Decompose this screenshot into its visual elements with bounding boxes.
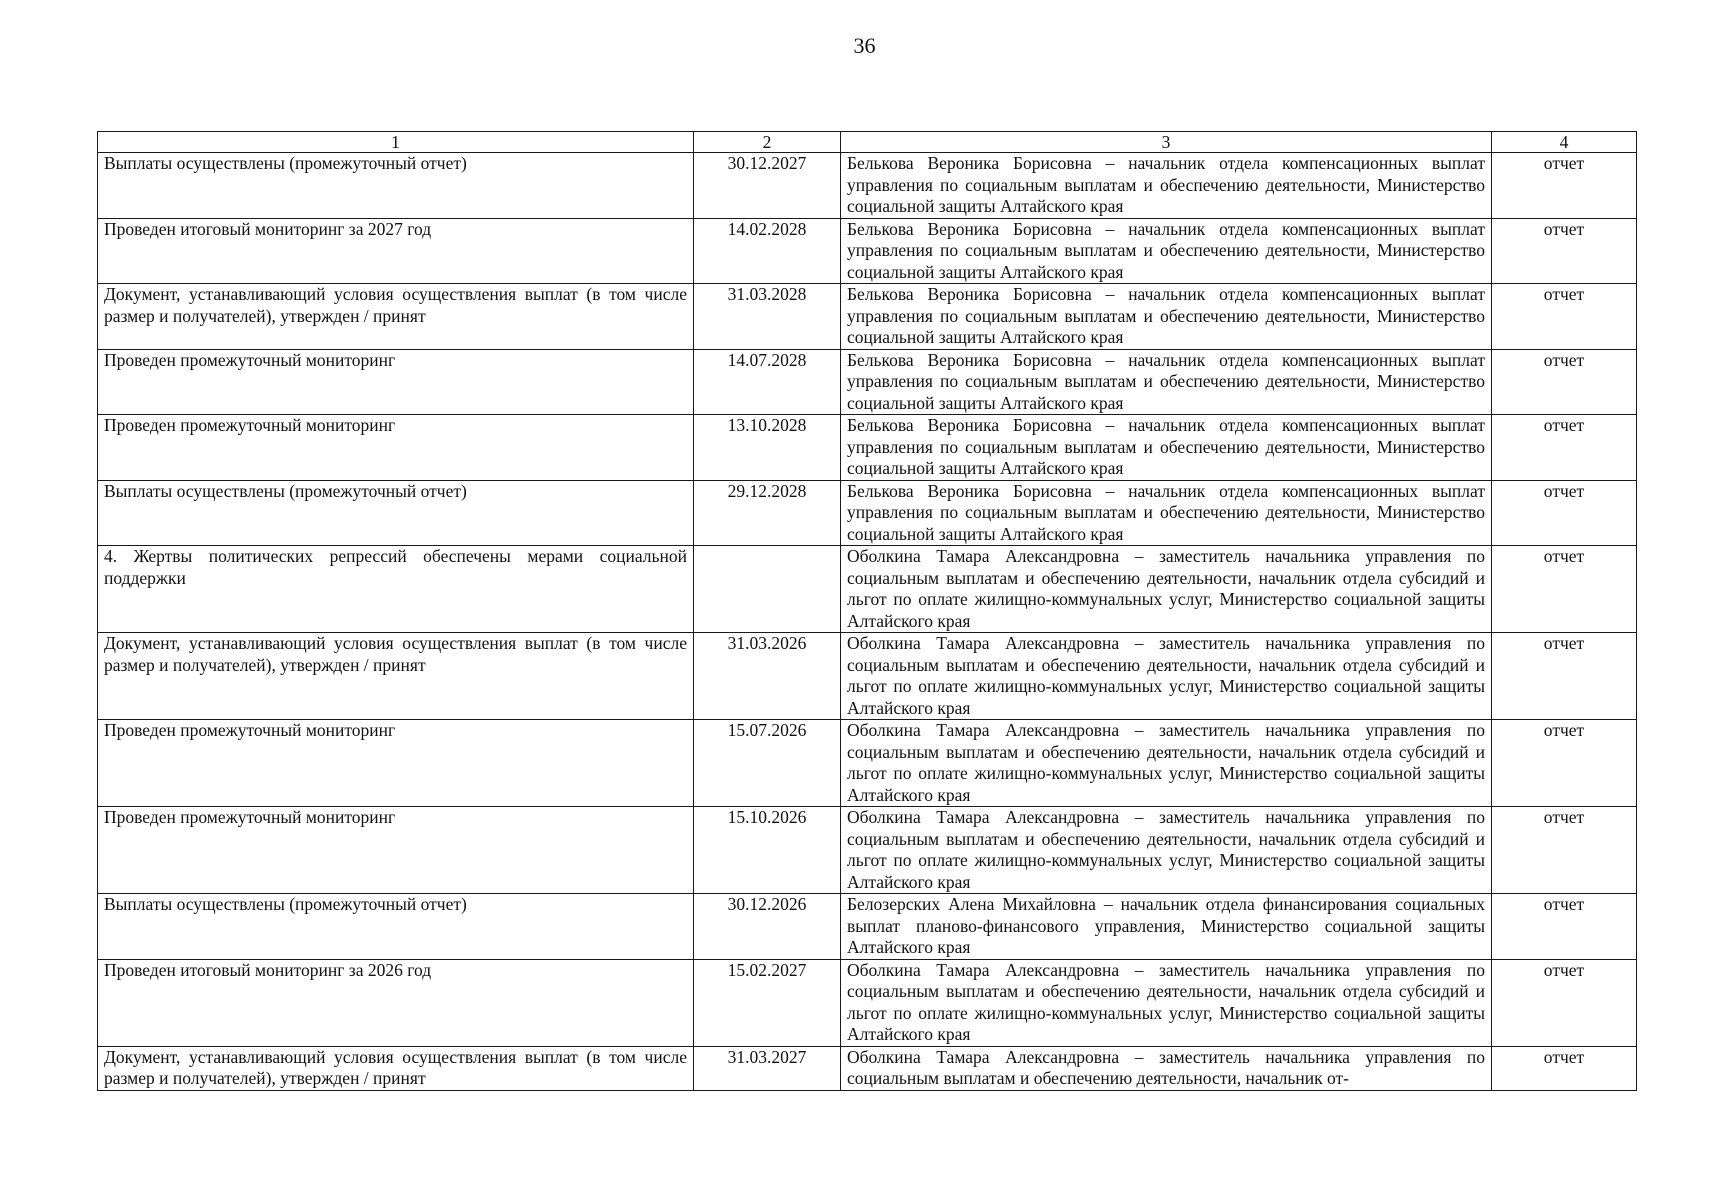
responsible-cell: Оболкина Тамара Александровна – заместитель начальника управления по социальным выплатам и обеспечению деятельности, начальник от- [841,1046,1492,1090]
event-cell: 4. Жертвы политических репрессий обеспечены мерами социальной поддержки [98,546,694,633]
date-cell: 15.07.2026 [694,720,841,807]
date-cell: 31.03.2026 [694,633,841,720]
date-cell: 30.12.2027 [694,153,841,219]
responsible-cell: Белькова Вероника Борисовна – начальник отдела компенсационных выплат управления по социальным выплатам и обеспечению деятельности, Министерство социальной защиты Алтайского края [841,153,1492,219]
responsible-cell: Белозерских Алена Михайловна – начальник отдела финансирования социальных выплат планово-финансового управления, Министерство социальной защиты Алтайского края [841,894,1492,960]
event-cell: Проведен промежуточный мониторинг [98,415,694,481]
event-cell: Документ, устанавливающий условия осуществления выплат (в том числе размер и получателей), утвержден / принят [98,1046,694,1090]
document-type-cell: отчет [1492,546,1637,633]
responsible-cell: Белькова Вероника Борисовна – начальник отдела компенсационных выплат управления по социальным выплатам и обеспечению деятельности, Министерство социальной защиты Алтайского края [841,349,1492,415]
document-type-cell: отчет [1492,480,1637,546]
table-row [98,633,1637,720]
date-cell: 29.12.2028 [694,480,841,546]
document-type-cell: отчет [1492,633,1637,720]
event-cell: Проведен промежуточный мониторинг [98,807,694,894]
date-cell: 14.02.2028 [694,218,841,284]
responsible-cell: Оболкина Тамара Александровна – заместитель начальника управления по социальным выплатам и обеспечению деятельности, начальник отдела субсидий и льгот по оплате жилищно-коммунальных услуг, Министерство социальной защиты Алтайского края [841,633,1492,720]
table-row [98,546,1637,633]
column-number-1: 1 [98,132,694,153]
table-row [98,415,1637,481]
date-cell [694,546,841,633]
document-type-cell: отчет [1492,284,1637,350]
document-type-cell: отчет [1492,153,1637,219]
date-cell: 14.07.2028 [694,349,841,415]
date-cell: 15.02.2027 [694,959,841,1046]
page-number: 36 [853,33,876,58]
table-row [98,153,1637,219]
document-type-cell: отчет [1492,1046,1637,1090]
event-cell: Проведен итоговый мониторинг за 2027 год [98,218,694,284]
event-cell: Выплаты осуществлены (промежуточный отчет) [98,894,694,960]
document-table [97,131,1637,1091]
event-cell: Документ, устанавливающий условия осуществления выплат (в том числе размер и получателей), утвержден / принят [98,633,694,720]
table-row [98,218,1637,284]
column-number-4: 4 [1492,132,1637,153]
responsible-cell: Белькова Вероника Борисовна – начальник отдела компенсационных выплат управления по социальным выплатам и обеспечению деятельности, Министерство социальной защиты Алтайского края [841,284,1492,350]
event-cell: Проведен промежуточный мониторинг [98,720,694,807]
column-number-3: 3 [841,132,1492,153]
table-row [98,284,1637,350]
responsible-cell: Белькова Вероника Борисовна – начальник отдела компенсационных выплат управления по социальным выплатам и обеспечению деятельности, Министерство социальной защиты Алтайского края [841,480,1492,546]
document-type-cell: отчет [1492,959,1637,1046]
date-cell: 30.12.2026 [694,894,841,960]
document-type-cell: отчет [1492,218,1637,284]
date-cell: 13.10.2028 [694,415,841,481]
date-cell: 15.10.2026 [694,807,841,894]
table-row [98,720,1637,807]
event-cell: Выплаты осуществлены (промежуточный отчет) [98,480,694,546]
document-type-cell: отчет [1492,894,1637,960]
event-cell: Проведен промежуточный мониторинг [98,349,694,415]
responsible-cell: Оболкина Тамара Александровна – заместитель начальника управления по социальным выплатам и обеспечению деятельности, начальник отдела субсидий и льгот по оплате жилищно-коммунальных услуг, Министерство социальной защиты Алтайского края [841,959,1492,1046]
table-header-row [98,132,1637,153]
document-type-cell: отчет [1492,349,1637,415]
table-row [98,959,1637,1046]
table-row [98,480,1637,546]
responsible-cell: Белькова Вероника Борисовна – начальник отдела компенсационных выплат управления по социальным выплатам и обеспечению деятельности, Министерство социальной защиты Алтайского края [841,415,1492,481]
table-row [98,349,1637,415]
document-type-cell: отчет [1492,720,1637,807]
responsible-cell: Оболкина Тамара Александровна – заместитель начальника управления по социальным выплатам и обеспечению деятельности, начальник отдела субсидий и льгот по оплате жилищно-коммунальных услуг, Министерство социальной защиты Алтайского края [841,546,1492,633]
column-number-2: 2 [694,132,841,153]
event-cell: Проведен итоговый мониторинг за 2026 год [98,959,694,1046]
table-row [98,807,1637,894]
document-type-cell: отчет [1492,807,1637,894]
table-row [98,894,1637,960]
responsible-cell: Белькова Вероника Борисовна – начальник отдела компенсационных выплат управления по социальным выплатам и обеспечению деятельности, Министерство социальной защиты Алтайского края [841,218,1492,284]
event-cell: Документ, устанавливающий условия осуществления выплат (в том числе размер и получателей), утвержден / принят [98,284,694,350]
date-cell: 31.03.2028 [694,284,841,350]
responsible-cell: Оболкина Тамара Александровна – заместитель начальника управления по социальным выплатам и обеспечению деятельности, начальник отдела субсидий и льгот по оплате жилищно-коммунальных услуг, Министерство социальной защиты Алтайского края [841,720,1492,807]
table-row [98,1046,1637,1090]
event-cell: Выплаты осуществлены (промежуточный отчет) [98,153,694,219]
responsible-cell: Оболкина Тамара Александровна – заместитель начальника управления по социальным выплатам и обеспечению деятельности, начальник отдела субсидий и льгот по оплате жилищно-коммунальных услуг, Министерство социальной защиты Алтайского края [841,807,1492,894]
document-type-cell: отчет [1492,415,1637,481]
date-cell: 31.03.2027 [694,1046,841,1090]
